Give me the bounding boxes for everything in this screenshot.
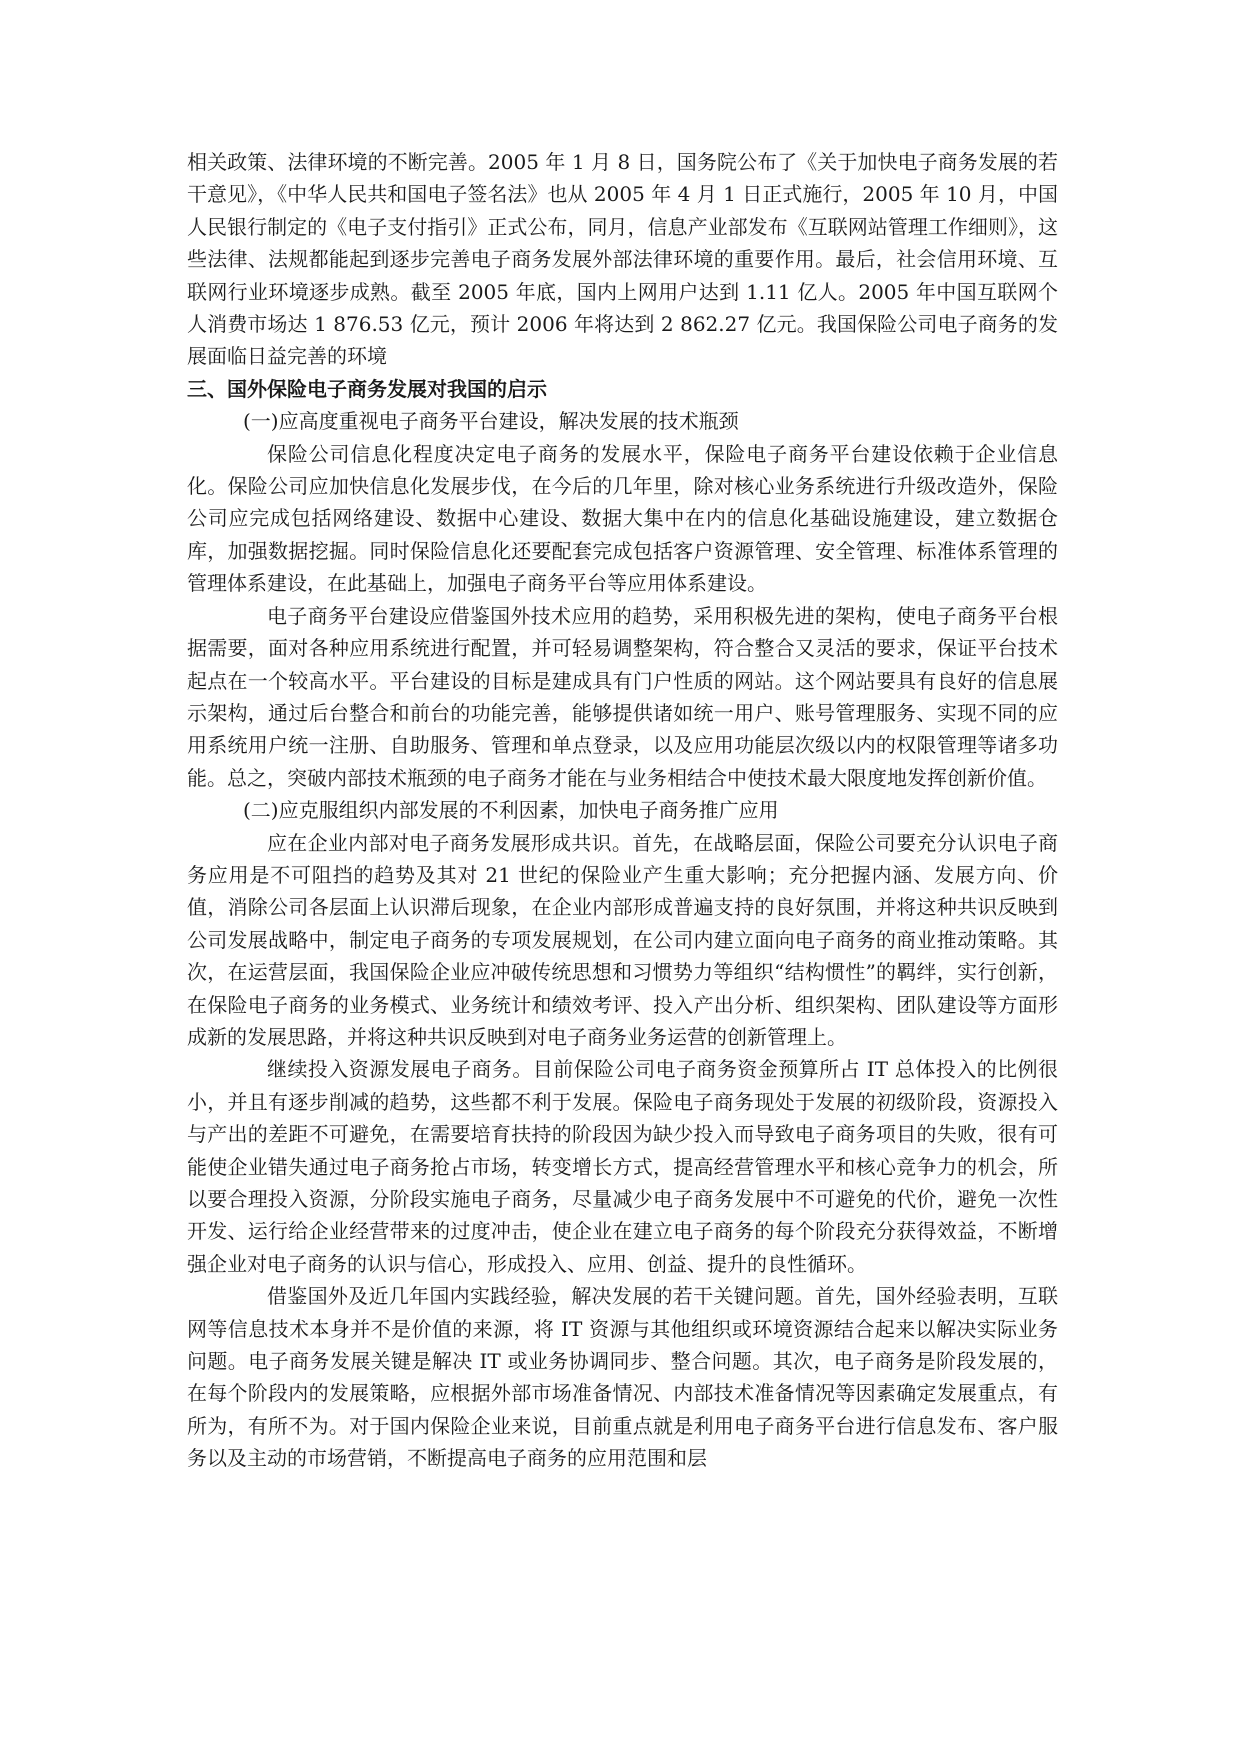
paragraph-informatization: 保险公司信息化程度决定电子商务的发展水平，保险电子商务平台建设依赖于企业信息化。保险公司应加快信息化发展步伐，在今后的几年里，除对核心业务系统进行升级改造外，保险公司应完成包括网络建设、数据中心建设、数据大集中在内的信息化基础设施建设，建立数据仓库，加强数据挖掘。同时保险信息化还要配套完成包括客户资源管理、安全管理、标准体系管理的管理体系建设，在此基础上，加强电子商务平台等应用体系建设。 bbox=[187, 441, 1058, 596]
document-page bbox=[187, 146, 1058, 1475]
subheading-platform: (一)应高度重视电子商务平台建设，解决发展的技术瓶颈 bbox=[243, 409, 739, 434]
paragraph-resource-investment: 继续投入资源发展电子商务。目前保险公司电子商务资金预算所占 IT 总体投入的比例很小，并且有逐步削减的趋势，这些都不利于发展。保险电子商务现处于发展的初级阶段，资源投入与产出的差距不可避免，在需要培育扶持的阶段因为缺少投入而导致电子商务项目的失败，很有可能使企业错失通过电子商务抢占市场，转变增长方式，提高经营管理水平和核心竞争力的机会，所以要合理投入资源，分阶段实施电子商务，尽量减少电子商务发展中不可避免的代价，避免一次性开发、运行给企业经营带来的过度冲击，使企业在建立电子商务的每个阶段充分获得效益，不断增强企业对电子商务的认识与信心，形成投入、应用、创益、提升的良性循环。 bbox=[187, 1057, 1058, 1276]
paragraph-legal-environment: 相关政策、法律环境的不断完善。2005 年 1 月 8 日，国务院公布了《关于加快电子商务发展的若干意见》，《中华人民共和国电子签名法》也从 2005 年 4 月 1 日正式施行，2005 年 10 月，中国人民银行制定的《电子支付指引》正式公布，同月，信息产业部发布《互联网站管理工作细则》，这些法律、法规都能起到逐步完善电子商务发展外部法律环境的重要作用。最后，社会信用环境、互联网行业环境逐步成熟。截至 2005 年底，国内上网用户达到 1.11 亿人。2005 年中国互联网个人消费市场达 1 876.53 亿元，预计 2006 年将达到 2 862.27 亿元。我国保险公司电子商务的发展面临日益完善的环境 bbox=[187, 150, 1058, 369]
paragraph-key-issues: 借鉴国外及近几年国内实践经验，解决发展的若干关键问题。首先，国外经验表明，互联网等信息技术本身并不是价值的来源，将 IT 资源与其他组织或环境资源结合起来以解决实际业务问题。电子商务发展关键是解决 IT 或业务协调同步、整合问题。其次，电子商务是阶段发展的，在每个阶段内的发展策略，应根据外部市场准备情况、内部技术准备情况等因素确定发展重点，有所为，有所不为。对于国内保险企业来说，目前重点就是利用电子商务平台进行信息发布、客户服务以及主动的市场营销，不断提高电子商务的应用范围和层 bbox=[187, 1284, 1058, 1471]
section-heading: 三、国外保险电子商务发展对我国的启示 bbox=[187, 376, 547, 401]
subheading-organization: (二)应克服组织内部发展的不利因素，加快电子商务推广应用 bbox=[243, 798, 779, 823]
paragraph-platform-construction: 电子商务平台建设应借鉴国外技术应用的趋势，采用积极先进的架构，使电子商务平台根据需要，面对各种应用系统进行配置，并可轻易调整架构，符合整合又灵活的要求，保证平台技术起点在一个较高水平。平台建设的目标是建成具有门户性质的网站。这个网站要具有良好的信息展示架构，通过后台整合和前台的功能完善，能够提供诸如统一用户、账号管理服务、实现不同的应用系统用户统一注册、自助服务、管理和单点登录，以及应用功能层次级以内的权限管理等诸多功能。总之，突破内部技术瓶颈的电子商务才能在与业务相结合中使技术最大限度地发挥创新价值。 bbox=[187, 603, 1058, 790]
paragraph-consensus: 应在企业内部对电子商务发展形成共识。首先，在战略层面，保险公司要充分认识电子商务应用是不可阻挡的趋势及其对 21 世纪的保险业产生重大影响；充分把握内涵、发展方向、价值，消除公司各层面上认识滞后现象，在企业内部形成普遍支持的良好氛围，并将这种共识反映到公司发展战略中，制定电子商务的专项发展规划，在公司内建立面向电子商务的商业推动策略。其次，在运营层面，我国保险企业应冲破传统思想和习惯势力等组织“结构惯性”的羁绊，实行创新，在保险电子商务的业务模式、业务统计和绩效考评、投入产出分析、组织架构、团队建设等方面形成新的发展思路，并将这种共识反映到对电子商务业务运营的创新管理上。 bbox=[187, 830, 1058, 1049]
